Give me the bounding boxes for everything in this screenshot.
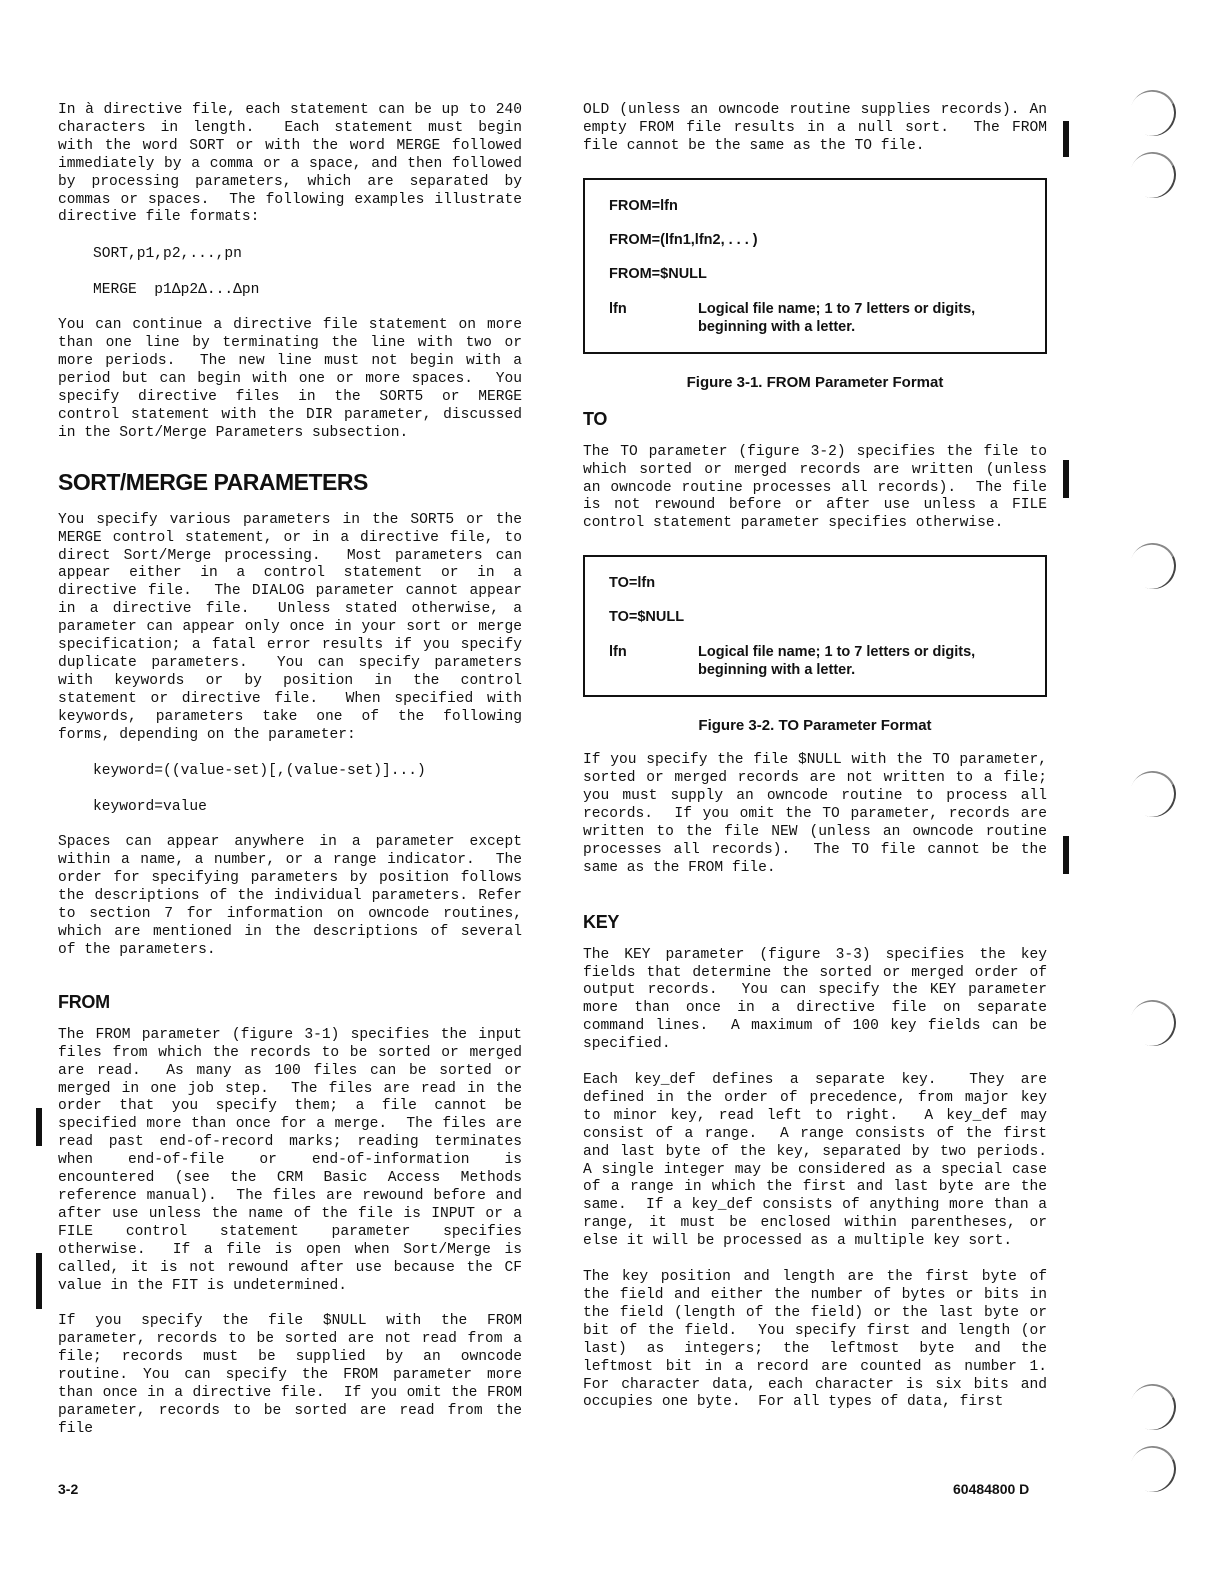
figure-caption: Figure 3-2. TO Parameter Format bbox=[698, 717, 932, 735]
paragraph: Each key_def defines a separate key. They are defined in the order of precedence, from major key to minor key, read left to right. A key_def may consist of a range. A range consists of the first and last byte of the key, separated by two periods. A single integer may be considered as a special case of a range in which the first and last byte are the same. If a key_def consists of anything more than a range, it must be enclosed within parentheses, or else it will be processed as a multiple key sort. bbox=[583, 1072, 1056, 1250]
change-bar bbox=[36, 1108, 42, 1146]
example-merge: MERGE p1Δp2Δ...Δpn bbox=[93, 282, 260, 299]
change-bar bbox=[1063, 121, 1069, 157]
punch-hole-mark bbox=[1124, 146, 1183, 205]
punch-hole-mark bbox=[1124, 537, 1183, 596]
syntax-line: TO=lfn bbox=[609, 575, 656, 592]
definition-row bbox=[609, 643, 1023, 679]
figure-3-1-box bbox=[583, 178, 1047, 354]
right-column bbox=[583, 102, 1056, 1430]
to-heading: TO bbox=[583, 408, 608, 429]
paragraph: The TO parameter (figure 3-2) specifies the file to which sorted or merged records are written (unless an owncode routine processes all records). The file is not rewound before or after use unless a FILE control statement parameter specifies otherwise. bbox=[583, 443, 1056, 532]
paragraph: The key position and length are the first byte of the field and either the number of bytes or bits in the field (length of the field) or the last byte or bit of the field. You specify first and length (or last) as integers; the leftmost byte and the leftmost bit in a record are counted as number 1. For character data, each character is six bits and occupies one byte. For all types of data, first bbox=[583, 1269, 1056, 1411]
change-bar bbox=[36, 1253, 42, 1309]
paragraph: Spaces can appear anywhere in a parameter except within a name, a number, or a range indicator. The order for specifying parameters by position follows the descriptions of the individual parameters. Refer to section 7 for information on owncode routines, which are mentioned in the descriptions of several of the parameters. bbox=[58, 834, 531, 958]
syntax-line: TO=$NULL bbox=[609, 609, 685, 626]
key-heading: KEY bbox=[583, 911, 620, 932]
paragraph: If you specify the file $NULL with the TO parameter, sorted or merged records are not written to a file; you must supply an owncode routine to process all records. If you omit the TO parameter, records are written to the file NEW (unless an owncode routine processes all records). The TO file cannot be the same as the FROM file. bbox=[583, 752, 1056, 876]
definition-text: Logical file name; 1 to 7 letters or digits, beginning with a letter. bbox=[698, 300, 976, 335]
from-heading: FROM bbox=[58, 991, 110, 1012]
paragraph: If you specify the file $NULL with the FROM parameter, records to be sorted are not read from a file; records must be supplied by an owncode routine. You can specify the FROM parameter more than once in a directive file. If you omit the FROM parameter, records to be sorted are read from the file bbox=[58, 1313, 531, 1437]
definition-text: Logical file name; 1 to 7 letters or digits, beginning with a letter. bbox=[698, 644, 976, 679]
paragraph: You specify various parameters in the SORT5 or the MERGE control statement, or in a directive file, to direct Sort/Merge processing. Most parameters can appear either in a control statement or in a directive file. The DIALOG parameter cannot appear in a directive file. Unless stated otherwise, a parameter can appear only once in your sort or merge specification; a fatal error results if you specify duplicate parameters. You can specify parameters with keywords or by position in the control statement or directive file. When specified with keywords, parameters take one of the following forms, depending on the parameter: bbox=[58, 511, 531, 743]
example-keyword-value: keyword=value bbox=[93, 799, 207, 816]
paragraph: You can continue a directive file statement on more than one line by terminating the line with two or more periods. The new line must not begin with a period but can begin with one or more spaces. You specify directive files in the SORT5 or MERGE control statement with the DIR parameter, discussed in the Sort/Merge Parameters subsection. bbox=[58, 317, 531, 441]
punch-hole-mark bbox=[1124, 1378, 1183, 1437]
syntax-line: FROM=(lfn1,lfn2, . . . ) bbox=[609, 231, 758, 248]
document-number: 60484800 D bbox=[953, 1481, 1030, 1497]
paragraph: The KEY parameter (figure 3-3) specifies the key fields that determine the sorted or merged order of output records. You can specify the KEY parameter more than once in a directive file on separate command lines. A maximum of 100 key fields can be specified. bbox=[583, 946, 1056, 1053]
paragraph: OLD (unless an owncode routine supplies records). An empty FROM file results in a null sort. The FROM file cannot be the same as the TO file. bbox=[583, 102, 1056, 154]
example-sort: SORT,p1,p2,...,pn bbox=[93, 246, 242, 263]
paragraph: In à directive file, each statement can be up to 240 characters in length. Each statement must begin with the word SORT or with the word MERGE followed immediately by a comma or a space, and then followed by processing parameters, which are separated by commas or spaces. The following examples illustrate directive file formats: bbox=[58, 102, 531, 226]
syntax-line: FROM=$NULL bbox=[609, 265, 707, 282]
change-bar bbox=[1063, 460, 1069, 498]
definition-term: lfn bbox=[609, 300, 627, 317]
definition-row bbox=[609, 300, 1023, 336]
figure-caption: Figure 3-1. FROM Parameter Format bbox=[686, 373, 944, 391]
syntax-line: FROM=lfn bbox=[609, 197, 678, 214]
punch-hole-mark bbox=[1124, 765, 1183, 824]
definition-term: lfn bbox=[609, 644, 627, 661]
punch-hole-mark bbox=[1124, 84, 1183, 143]
left-column bbox=[58, 102, 531, 1457]
page-number: 3-2 bbox=[58, 1481, 79, 1497]
example-keyword-set: keyword=((value-set)[,(value-set)]...) bbox=[93, 763, 426, 780]
punch-hole-mark bbox=[1124, 1440, 1183, 1499]
figure-3-2-box bbox=[583, 555, 1047, 697]
change-bar bbox=[1063, 836, 1069, 874]
section-heading: SORT/MERGE PARAMETERS bbox=[58, 468, 368, 495]
punch-hole-mark bbox=[1124, 994, 1183, 1053]
paragraph: The FROM parameter (figure 3-1) specifies the input files from which the records to be sorted or merged are read. As many as 100 files can be sorted or merged in one job step. The files are read in the order that you specify them; a file cannot be specified more than once for a merge. The files are read past end-of-record marks; reading terminates when end-of-file or end-of-information is encountered (see the CRM Basic Access Methods reference manual). The files are rewound before and after use unless the name of the file is INPUT or a FILE control statement parameter specifies otherwise. If a file is open when Sort/Merge is called, it is not rewound after use because the CF value in the FIT is undetermined. bbox=[58, 1026, 531, 1294]
